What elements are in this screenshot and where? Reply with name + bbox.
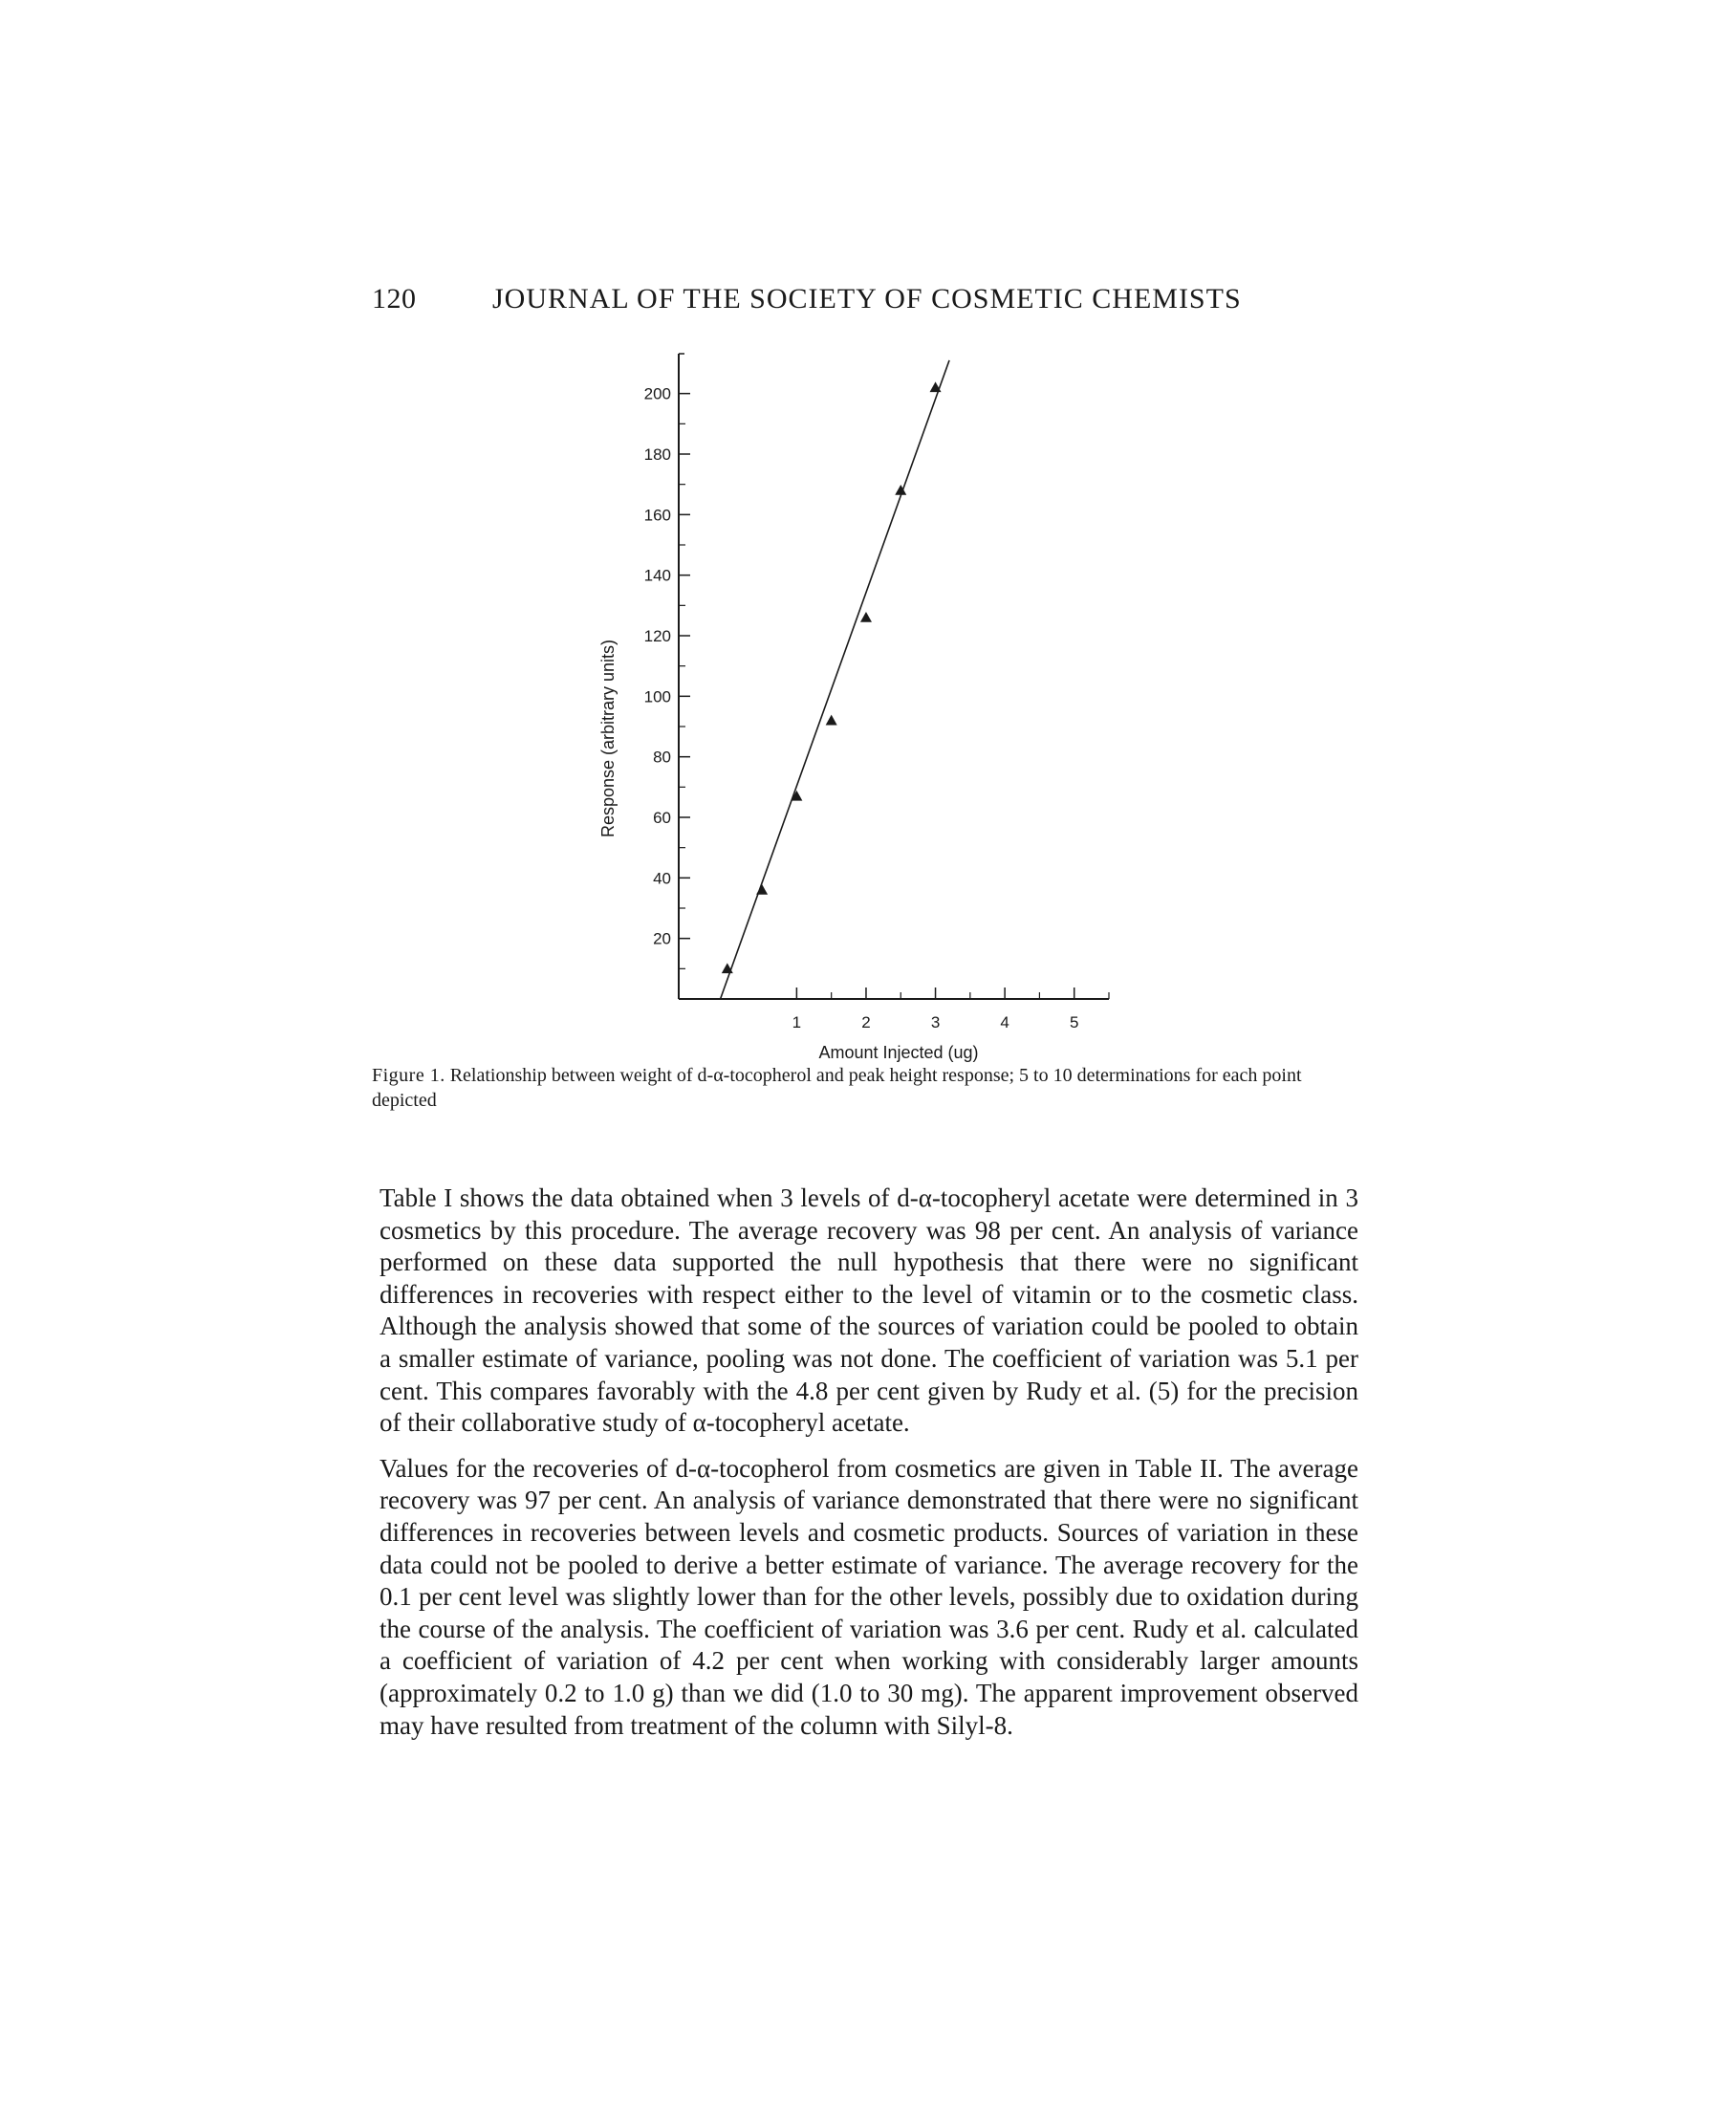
y-axis-label-group (598, 640, 618, 837)
y-tick-label: 80 (653, 748, 671, 767)
figure-caption (372, 1063, 1356, 1113)
page-header (372, 283, 1347, 325)
data-point-triangle (860, 612, 872, 622)
body-text (380, 1183, 1358, 1755)
paragraph: Values for the recoveries of d-α-tocopherol from cosmetics are given in Table II. The average recovery was 97 per cent. An analysis of variance demonstrated that there were no significant differences in recoveries between levels and cosmetic products. Sources of variation in these data could not be pooled to derive a better estimate of variance. The average recovery for the 0.1 per cent level was slightly lower than for the other levels, possibly due to oxidation during the course of the analysis. The coefficient of variation was 3.6 per cent. Rudy et al. calculated a coefficient of variation of 4.2 per cent when working with considerably larger amounts (approximately 0.2 to 1.0 g) than we did (1.0 to 30 mg). The apparent improvement observed may have resulted from treatment of the column with Silyl-8. (380, 1453, 1358, 1740)
x-tick-label: 3 (930, 1013, 941, 1031)
x-axis-label: Amount Injected (ug) (818, 1043, 979, 1062)
y-tick-label: 60 (653, 809, 671, 827)
x-tick-label: 2 (861, 1013, 871, 1031)
paragraph: Table I shows the data obtained when 3 levels of d-α-tocopheryl acetate were determined in 3 cosmetics by this procedure. The average recovery was 98 per cent. An analysis of variance performed on these data supported the null hypothesis that there were no significant differences in recoveries with respect either to the level of vitamin or to the cosmetic class. Although the analysis showed that some of the sources of variation could be pooled to obtain a smaller estimate of variance, pooling was not done. The coefficient of variation was 5.1 per cent. This compares favorably with the 4.8 per cent given by Rudy et al. (5) for the precision of their collaborative study of α-tocopheryl acetate. (380, 1183, 1358, 1438)
data-points (722, 381, 942, 973)
y-tick-label: 100 (643, 687, 671, 706)
y-tick-label: 160 (643, 506, 671, 525)
caption-label: Figure 1. (372, 1065, 445, 1086)
y-axis-label: Response (arbitrary units) (598, 639, 618, 838)
y-tick-label: 120 (643, 627, 671, 645)
y-ticks (644, 385, 690, 969)
fit-line (721, 360, 950, 999)
journal-title: JOURNAL OF THE SOCIETY OF COSMETIC CHEMISTS (492, 283, 1242, 315)
x-axis-label-group (818, 1043, 978, 1062)
y-tick-label: 40 (653, 869, 671, 888)
x-ticks (792, 988, 1109, 1031)
caption-text: Relationship between weight of d-α-tocopherol and peak height response; 5 to 10 determinations for each point depicted (372, 1065, 1302, 1111)
y-tick-label: 20 (653, 929, 671, 948)
y-tick-label: 180 (643, 445, 671, 464)
x-tick-label: 1 (792, 1013, 802, 1031)
chart-axes (679, 354, 1109, 999)
data-point-triangle (826, 715, 837, 726)
x-tick-label: 4 (1000, 1013, 1009, 1031)
y-tick-label: 140 (643, 566, 671, 585)
fit-line-group (721, 360, 950, 999)
x-tick-label: 5 (1069, 1013, 1079, 1031)
page-number: 120 (372, 283, 417, 315)
data-point-triangle (756, 884, 768, 895)
figure-1-chart (593, 344, 1128, 1062)
y-tick-label: 200 (643, 384, 671, 403)
